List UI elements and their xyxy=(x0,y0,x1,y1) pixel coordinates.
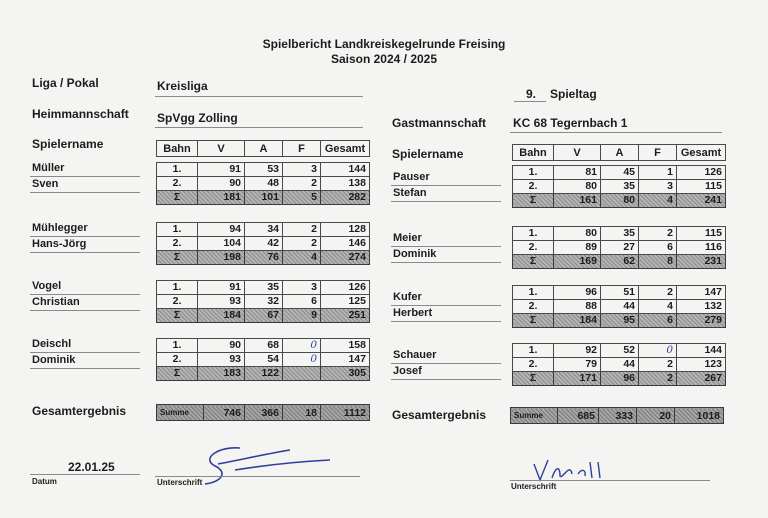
a-cell: 35 xyxy=(601,180,639,194)
col-v: V xyxy=(554,145,601,161)
sum-row xyxy=(157,251,370,265)
lane-row xyxy=(157,295,370,309)
v-cell: 90 xyxy=(198,177,245,191)
sum-row xyxy=(513,255,726,269)
sum-row xyxy=(513,194,726,208)
total-v: 685 xyxy=(558,408,599,424)
v-cell: 94 xyxy=(198,223,245,237)
liga-label: Liga / Pokal xyxy=(32,76,99,90)
gesamt-cell: 128 xyxy=(321,223,370,237)
player-score-table xyxy=(512,285,726,328)
gesamt-cell: 274 xyxy=(321,251,370,265)
v-cell: 171 xyxy=(554,372,601,386)
v-cell: 92 xyxy=(554,344,601,358)
player-last-name: Schauer xyxy=(393,349,437,361)
spieltag-number: 9. xyxy=(526,87,537,101)
lane-row xyxy=(513,358,726,372)
bahn-cell: 1. xyxy=(513,227,554,241)
v-cell: 184 xyxy=(554,314,601,328)
liga-value: Kreisliga xyxy=(157,79,208,93)
gesamt-cell: 231 xyxy=(677,255,726,269)
sum-row xyxy=(157,309,370,323)
player-score-table xyxy=(512,165,726,208)
lane-row xyxy=(157,177,370,191)
summe-label: Summe xyxy=(157,405,204,421)
col-bahn: Bahn xyxy=(513,145,554,161)
lane-row xyxy=(157,339,370,353)
summe-label: Summe xyxy=(511,408,558,424)
f-cell: 9 xyxy=(283,309,321,323)
gesamt-cell: 116 xyxy=(677,241,726,255)
a-cell: 68 xyxy=(245,339,283,353)
gesamt-cell: 132 xyxy=(677,300,726,314)
a-cell: 80 xyxy=(601,194,639,208)
col-gesamt: Gesamt xyxy=(677,145,726,161)
sum-row xyxy=(157,367,370,381)
gesamt-cell: 241 xyxy=(677,194,726,208)
col-a: A xyxy=(245,141,283,157)
col-gesamt: Gesamt xyxy=(321,141,370,157)
player-last-name: Meier xyxy=(393,232,422,244)
gesamt-cell: 138 xyxy=(321,177,370,191)
col-v: V xyxy=(198,141,245,157)
a-cell: 44 xyxy=(601,358,639,372)
gesamt-cell: 282 xyxy=(321,191,370,205)
guest-column-header xyxy=(512,144,726,161)
bahn-cell: 2. xyxy=(513,180,554,194)
f-cell: 3 xyxy=(283,281,321,295)
lane-row xyxy=(513,180,726,194)
bahn-cell: 1. xyxy=(157,163,198,177)
bahn-cell: 2. xyxy=(157,295,198,309)
home-team-value: SpVgg Zolling xyxy=(157,111,238,125)
a-cell: 76 xyxy=(245,251,283,265)
date-value: 22.01.25 xyxy=(68,460,115,474)
a-cell: 35 xyxy=(601,227,639,241)
f-cell: 8 xyxy=(639,255,677,269)
gesamt-cell: 144 xyxy=(677,344,726,358)
player-score-table xyxy=(156,338,370,381)
lane-row xyxy=(513,300,726,314)
gesamt-cell: 126 xyxy=(677,166,726,180)
v-cell: 169 xyxy=(554,255,601,269)
f-cell xyxy=(639,344,677,358)
col-f: F xyxy=(639,145,677,161)
v-cell: 91 xyxy=(198,281,245,295)
v-cell: 93 xyxy=(198,353,245,367)
f-cell: 6 xyxy=(639,314,677,328)
col-bahn: Bahn xyxy=(157,141,198,157)
bahn-cell: Σ xyxy=(157,309,198,323)
player-first-name: Herbert xyxy=(393,307,433,319)
v-cell: 79 xyxy=(554,358,601,372)
f-cell: 4 xyxy=(639,300,677,314)
a-cell: 96 xyxy=(601,372,639,386)
home-team-label: Heimmannschaft xyxy=(32,107,129,121)
a-cell: 51 xyxy=(601,286,639,300)
date-label: Datum xyxy=(32,477,57,486)
gesamt-cell: 144 xyxy=(321,163,370,177)
home-total-label: Gesamtergebnis xyxy=(32,404,127,418)
v-cell: 184 xyxy=(198,309,245,323)
lane-row xyxy=(157,353,370,367)
sum-row xyxy=(513,314,726,328)
v-cell: 89 xyxy=(554,241,601,255)
lane-row xyxy=(513,344,726,358)
bahn-cell: 2. xyxy=(513,300,554,314)
a-cell: 45 xyxy=(601,166,639,180)
spieltag-label: Spieltag xyxy=(550,87,597,101)
v-cell: 96 xyxy=(554,286,601,300)
gesamt-cell: 279 xyxy=(677,314,726,328)
bahn-cell: 1. xyxy=(157,281,198,295)
f-cell: 6 xyxy=(639,241,677,255)
gesamt-cell: 267 xyxy=(677,372,726,386)
player-first-name: Hans-Jörg xyxy=(32,238,87,250)
f-cell xyxy=(283,339,321,353)
gesamt-cell: 115 xyxy=(677,227,726,241)
player-first-name: Dominik xyxy=(32,354,76,366)
f-cell: 2 xyxy=(283,223,321,237)
home-total-row xyxy=(156,404,370,421)
v-cell: 198 xyxy=(198,251,245,265)
player-first-name: Stefan xyxy=(393,187,427,199)
col-f: F xyxy=(283,141,321,157)
f-cell: 4 xyxy=(283,251,321,265)
bahn-cell: 1. xyxy=(513,286,554,300)
total-v: 746 xyxy=(204,405,245,421)
gesamt-cell: 126 xyxy=(321,281,370,295)
player-first-name: Christian xyxy=(32,296,80,308)
bahn-cell: 2. xyxy=(513,358,554,372)
sum-row xyxy=(513,372,726,386)
player-score-table xyxy=(156,222,370,265)
col-a: A xyxy=(601,145,639,161)
bahn-cell: 1. xyxy=(157,339,198,353)
bahn-cell: 1. xyxy=(157,223,198,237)
guest-player-header: Spielername xyxy=(392,147,464,161)
a-cell: 34 xyxy=(245,223,283,237)
f-cell: 3 xyxy=(283,163,321,177)
v-cell: 104 xyxy=(198,237,245,251)
v-cell: 91 xyxy=(198,163,245,177)
bahn-cell: Σ xyxy=(157,191,198,205)
handwritten-zero: 0 xyxy=(310,353,317,365)
v-cell: 80 xyxy=(554,180,601,194)
bahn-cell: 1. xyxy=(513,166,554,180)
player-score-table xyxy=(512,226,726,269)
bahn-cell: Σ xyxy=(513,372,554,386)
v-cell: 81 xyxy=(554,166,601,180)
f-cell: 5 xyxy=(283,191,321,205)
lane-row xyxy=(513,241,726,255)
v-cell: 93 xyxy=(198,295,245,309)
lane-row xyxy=(157,281,370,295)
bahn-cell: Σ xyxy=(157,251,198,265)
a-cell: 52 xyxy=(601,344,639,358)
guest-team-value: KC 68 Tegernbach 1 xyxy=(513,116,628,130)
player-first-name: Dominik xyxy=(393,248,437,260)
guest-team-label: Gastmannschaft xyxy=(392,116,487,130)
gesamt-cell: 251 xyxy=(321,309,370,323)
lane-row xyxy=(513,286,726,300)
gesamt-cell: 147 xyxy=(677,286,726,300)
v-cell: 183 xyxy=(198,367,245,381)
player-last-name: Vogel xyxy=(32,280,62,292)
f-cell: 1 xyxy=(639,166,677,180)
bahn-cell: Σ xyxy=(513,194,554,208)
lane-row xyxy=(157,223,370,237)
handwritten-zero: 0 xyxy=(666,344,673,356)
season-label: Saison 2024 / 2025 xyxy=(330,52,438,66)
report-title: Spielbericht Landkreiskegelrunde Freising xyxy=(262,37,506,51)
sum-row xyxy=(157,191,370,205)
total-gesamt: 1018 xyxy=(675,408,724,424)
home-signature-image xyxy=(180,440,350,490)
a-cell: 32 xyxy=(245,295,283,309)
gesamt-cell: 123 xyxy=(677,358,726,372)
f-cell: 6 xyxy=(283,295,321,309)
bahn-cell: 2. xyxy=(157,353,198,367)
a-cell: 27 xyxy=(601,241,639,255)
f-cell xyxy=(283,367,321,381)
bahn-cell: 2. xyxy=(157,237,198,251)
f-cell: 4 xyxy=(639,194,677,208)
a-cell: 44 xyxy=(601,300,639,314)
guest-total-row xyxy=(510,407,724,424)
f-cell: 2 xyxy=(639,372,677,386)
player-first-name: Sven xyxy=(32,178,59,190)
gesamt-cell: 115 xyxy=(677,180,726,194)
home-column-header xyxy=(156,140,370,157)
guest-total-label: Gesamtergebnis xyxy=(392,408,487,422)
v-cell: 161 xyxy=(554,194,601,208)
f-cell: 2 xyxy=(283,237,321,251)
gesamt-cell: 146 xyxy=(321,237,370,251)
gesamt-cell: 147 xyxy=(321,353,370,367)
a-cell: 53 xyxy=(245,163,283,177)
f-cell: 3 xyxy=(639,180,677,194)
a-cell: 122 xyxy=(245,367,283,381)
player-last-name: Mühlegger xyxy=(32,222,88,234)
home-signature-label: Unterschrift xyxy=(157,478,203,487)
a-cell: 101 xyxy=(245,191,283,205)
player-first-name: Josef xyxy=(393,365,422,377)
bahn-cell: 2. xyxy=(513,241,554,255)
bahn-cell: Σ xyxy=(513,314,554,328)
guest-signature-label: Unterschrift xyxy=(511,482,557,491)
f-cell: 2 xyxy=(639,358,677,372)
lane-row xyxy=(513,227,726,241)
total-gesamt: 1112 xyxy=(321,405,370,421)
a-cell: 95 xyxy=(601,314,639,328)
total-a: 366 xyxy=(245,405,283,421)
gesamt-cell: 158 xyxy=(321,339,370,353)
total-a: 333 xyxy=(599,408,637,424)
f-cell: 2 xyxy=(639,227,677,241)
lane-row xyxy=(513,166,726,180)
f-cell xyxy=(283,353,321,367)
player-last-name: Deischl xyxy=(32,338,72,350)
v-cell: 90 xyxy=(198,339,245,353)
home-player-header: Spielername xyxy=(32,137,104,151)
a-cell: 54 xyxy=(245,353,283,367)
v-cell: 181 xyxy=(198,191,245,205)
f-cell: 2 xyxy=(283,177,321,191)
handwritten-zero: 0 xyxy=(310,339,317,351)
lane-row xyxy=(157,163,370,177)
total-f: 18 xyxy=(283,405,321,421)
a-cell: 62 xyxy=(601,255,639,269)
lane-row xyxy=(157,237,370,251)
bahn-cell: 1. xyxy=(513,344,554,358)
player-last-name: Müller xyxy=(32,162,65,174)
bahn-cell: Σ xyxy=(513,255,554,269)
a-cell: 48 xyxy=(245,177,283,191)
player-last-name: Kufer xyxy=(393,291,422,303)
f-cell: 2 xyxy=(639,286,677,300)
player-score-table xyxy=(512,343,726,386)
player-last-name: Pauser xyxy=(393,171,430,183)
bahn-cell: Σ xyxy=(157,367,198,381)
a-cell: 67 xyxy=(245,309,283,323)
player-score-table xyxy=(156,162,370,205)
v-cell: 88 xyxy=(554,300,601,314)
total-f: 20 xyxy=(637,408,675,424)
bahn-cell: 2. xyxy=(157,177,198,191)
a-cell: 42 xyxy=(245,237,283,251)
player-score-table xyxy=(156,280,370,323)
a-cell: 35 xyxy=(245,281,283,295)
gesamt-cell: 305 xyxy=(321,367,370,381)
v-cell: 80 xyxy=(554,227,601,241)
gesamt-cell: 125 xyxy=(321,295,370,309)
